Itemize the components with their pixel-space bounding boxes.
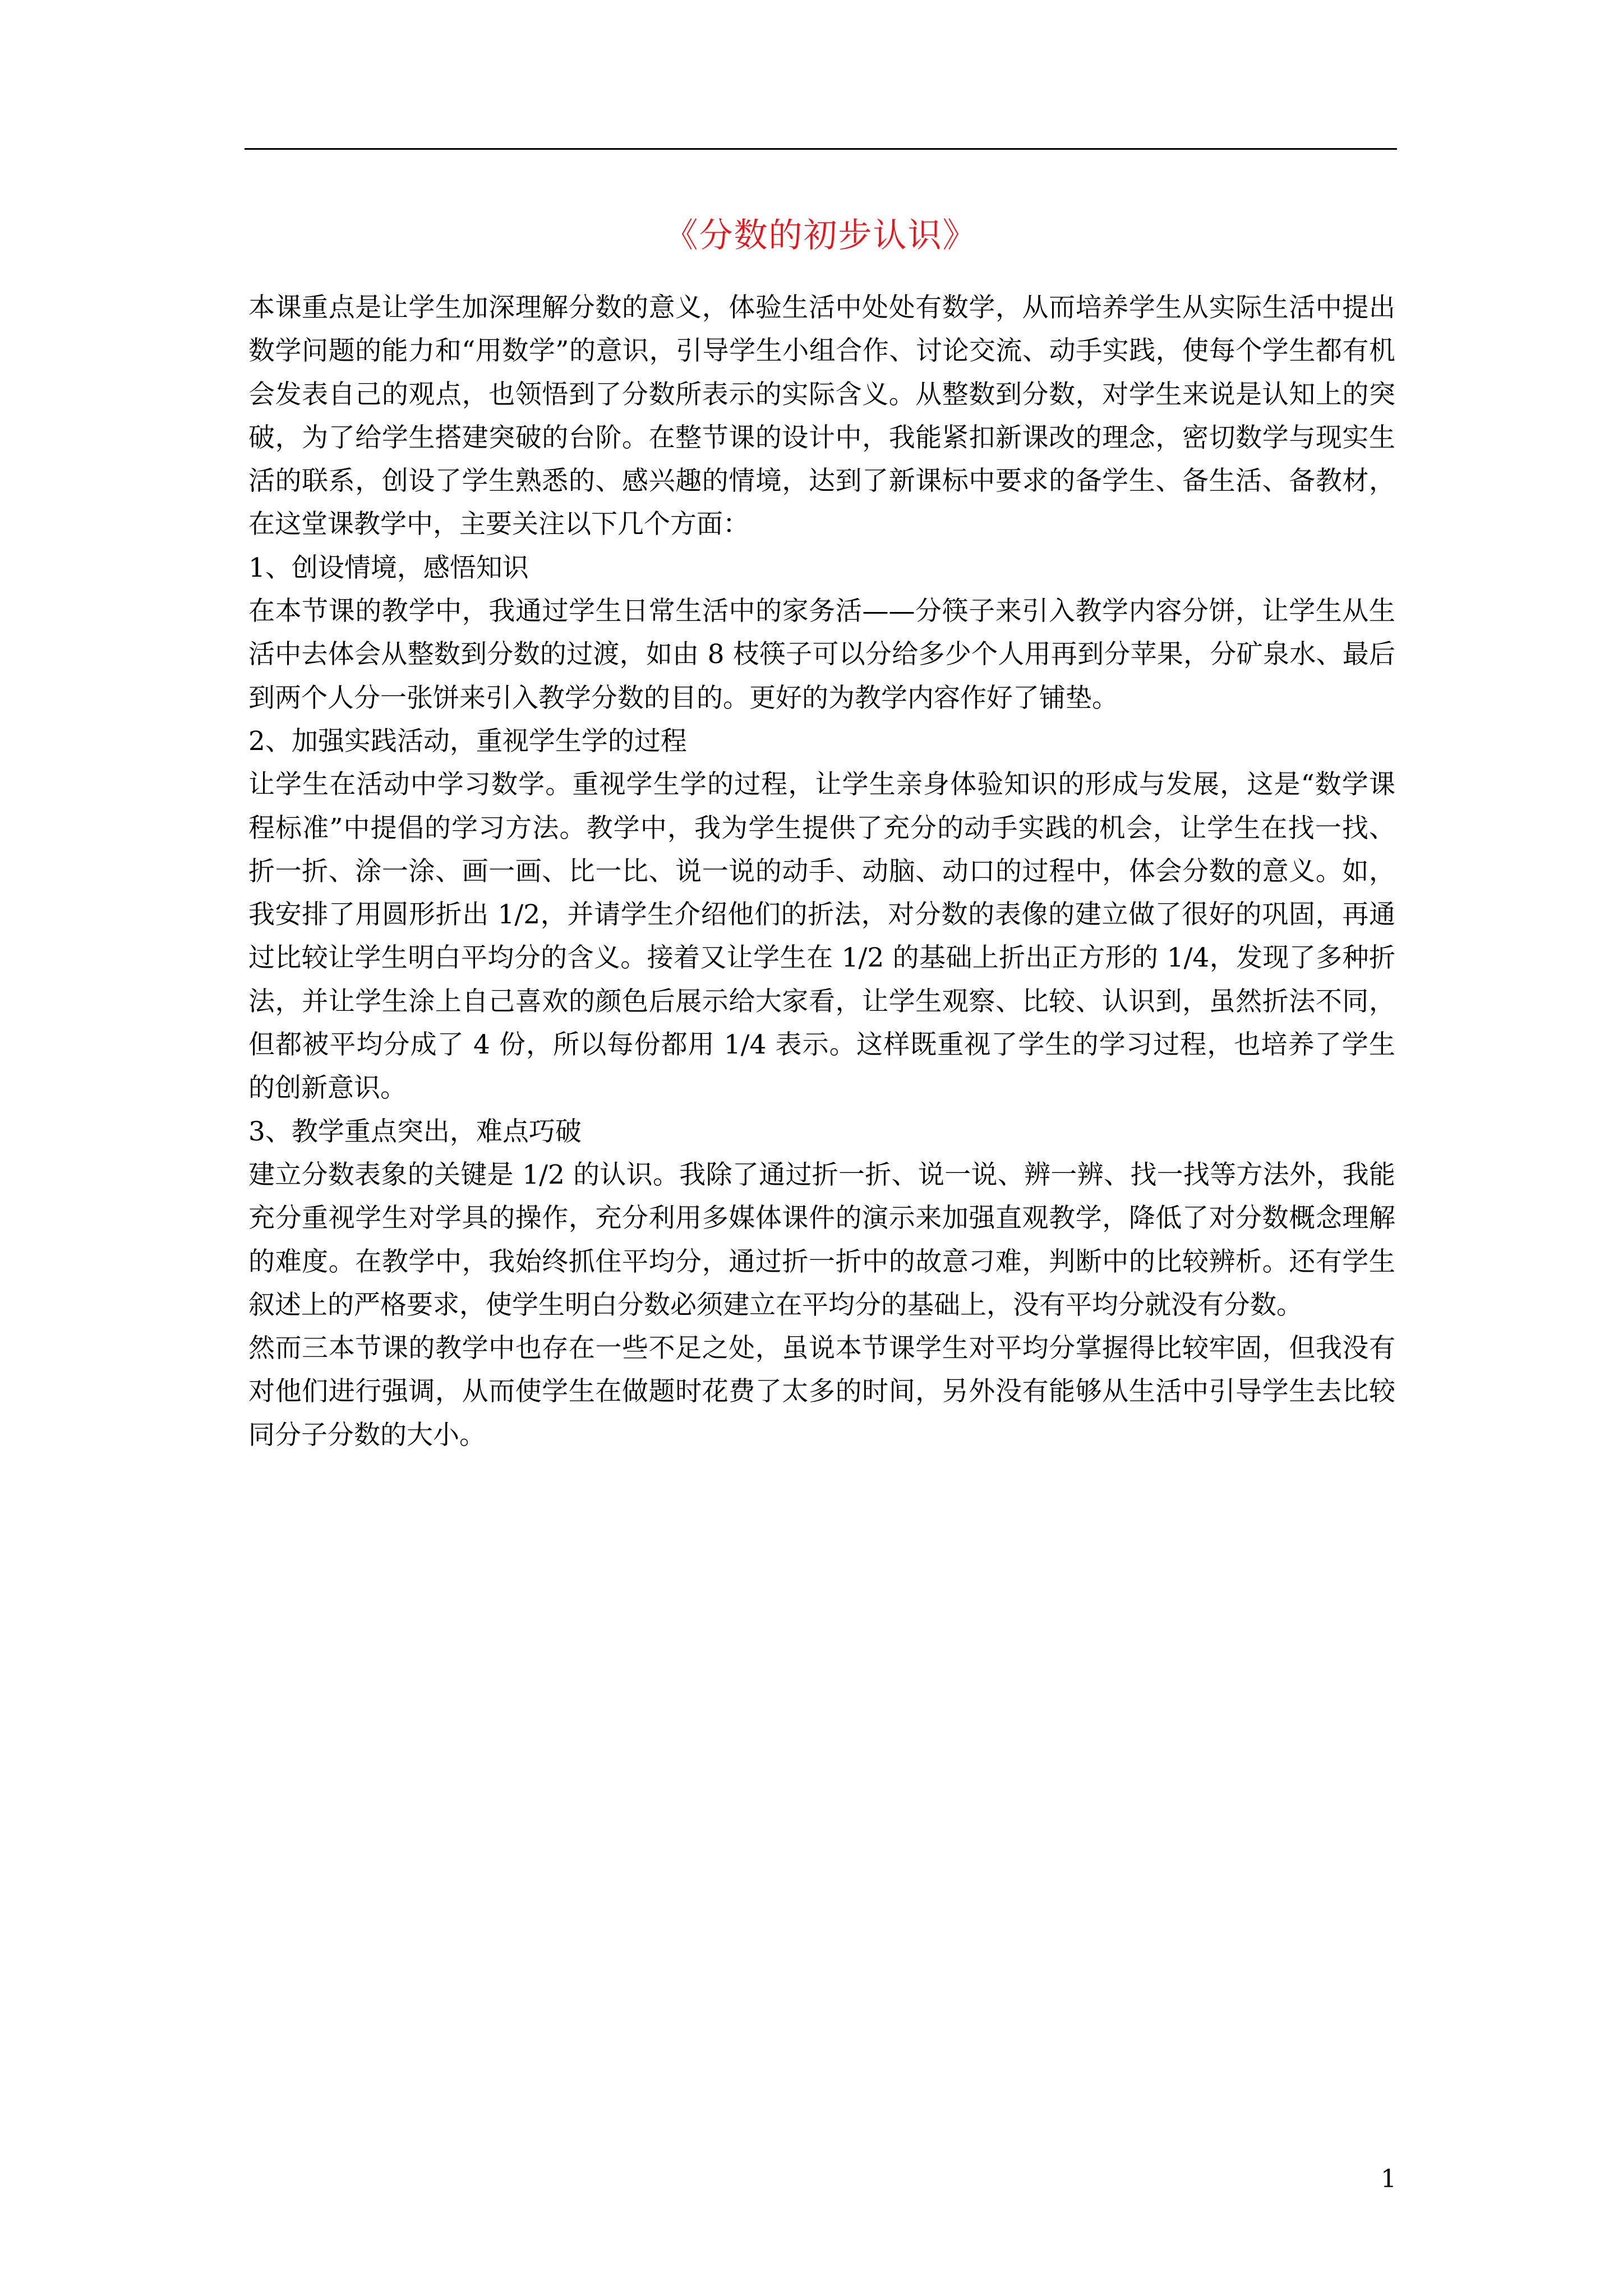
section-heading-3: 3、教学重点突出，难点巧破 (248, 1116, 582, 1147)
section-paragraph-2: 让学生在活动中学习数学。重视学生学的过程，让学生亲身体验知识的形成与发展，这是“数学课程标准”中提倡的学习方法。教学中，我为学生提供了充分的动手实践的机会，让学生在找一找、折一折、涂一涂、画一画、比一比、说一说的动手、动脑、动口的过程中，体会分数的意义。如，我安排了用圆形折出 1/2，并请学生介绍他们的折法，对分数的表像的建立做了很好的巩固，再通过比较让学生明白平均分的含义。接着又让学生在 1/2 的基础上折出正方形的 1/4，发现了多种折法，并让学生涂上自己喜欢的颜色后展示给大家看，让学生观察、比较、认识到，虽然折法不同，但都被平均分成了 4 份，所以每份都用 1/4 表示。这样既重视了学生的学习过程，也培养了学生的创新意识。 (248, 769, 1395, 1104)
header-rule (245, 148, 1397, 150)
page-number: 1 (1381, 2165, 1396, 2193)
section-heading-1: 1、创设情境，感悟知识 (248, 552, 529, 583)
document-body (248, 286, 1395, 1457)
closing-paragraph: 然而三本节课的教学中也存在一些不足之处，虽说本节课学生对平均分掌握得比较牢固，但我没有对他们进行强调，从而使学生在做题时花费了太多的时间，另外没有能够从生活中引导学生去比较同分子分数的大小。 (248, 1333, 1395, 1451)
intro-paragraph: 本课重点是让学生加深理解分数的意义，体验生活中处处有数学，从而培养学生从实际生活中提出数学问题的能力和“用数学”的意识，引导学生小组合作、讨论交流、动手实践，使每个学生都有机会发表自己的观点，也领悟到了分数所表示的实际含义。从整数到分数，对学生来说是认知上的突破，为了给学生搭建突破的台阶。在整节课的设计中，我能紧扣新课改的理念，密切数学与现实生活的联系，创设了学生熟悉的、感兴趣的情境，达到了新课标中要求的备学生、备生活、备教材，在这堂课教学中，主要关注以下几个方面： (248, 292, 1395, 540)
section-paragraph-3: 建立分数表象的关键是 1/2 的认识。我除了通过折一折、说一说、辨一辨、找一找等方法外，我能充分重视学生对学具的操作，充分利用多媒体课件的演示来加强直观教学，降低了对分数概念理解的难度。在教学中，我始终抓住平均分，通过折一折中的故意刁难，判断中的比较辨析。还有学生叙述上的严格要求，使学生明白分数必须建立在平均分的基础上，没有平均分就没有分数。 (248, 1159, 1395, 1320)
document-title: 《分数的初步认识》 (664, 216, 978, 255)
section-paragraph-1: 在本节课的教学中，我通过学生日常生活中的家务活——分筷子来引入教学内容分饼，让学生从生活中去体会从整数到分数的过渡，如由 8 枝筷子可以分给多少个人用再到分苹果，分矿泉水、最后到两个人分一张饼来引入教学分数的目的。更好的为教学内容作好了铺垫。 (248, 596, 1395, 714)
section-heading-2: 2、加强实践活动，重视学生学的过程 (248, 725, 687, 757)
